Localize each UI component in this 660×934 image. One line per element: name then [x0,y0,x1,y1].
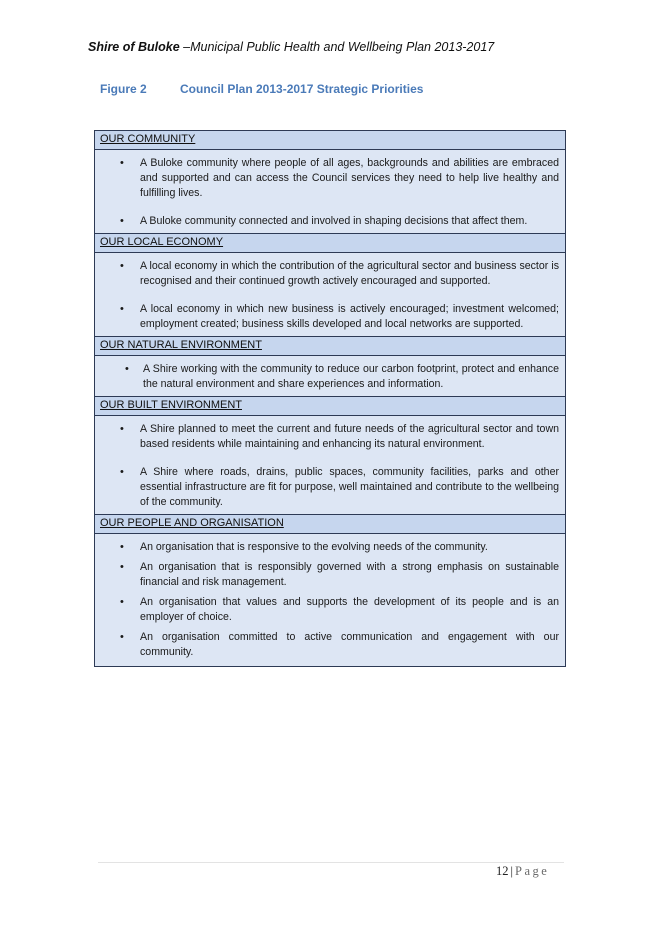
section-built-environment [95,396,565,514]
section-heading: OUR PEOPLE AND ORGANISATION [95,514,565,534]
footer-divider [98,862,564,863]
section-community [95,131,565,233]
figure-label: Figure 2 [100,82,147,96]
strategic-priorities-table [94,130,566,667]
priority-item: • A Buloke community connected and involved in shaping decisions that affect them. [95,214,559,229]
page-separator: | [510,864,514,878]
priority-item: • A Shire planned to meet the current and future needs of the agricultural sector and town based residents while maintaining and enhancing its natural environment. [95,422,559,452]
priority-list [95,540,559,660]
header-org: Shire of Buloke [88,40,180,54]
section-local-economy [95,233,565,336]
priority-list [95,156,559,229]
priority-item: • An organisation committed to active communication and engagement with our community. [95,630,559,660]
section-natural-environment [95,336,565,396]
section-heading: OUR NATURAL ENVIRONMENT [95,336,565,356]
page-footer [496,864,549,879]
priority-item: • An organisation that is responsibly governed with a strong emphasis on sustainable financial and risk management. [95,560,559,590]
priority-item: • A Shire where roads, drains, public spaces, community facilities, parks and other essential infrastructure are fit for purpose, well maintained and contribute to the wellbeing of the community. [95,465,559,510]
priority-list [95,362,559,392]
section-heading: OUR COMMUNITY [95,131,565,150]
priority-item: • A local economy in which the contribution of the agricultural sector and business sector is recognised and their continued growth actively encouraged and supported. [95,259,559,289]
figure-caption [100,82,423,96]
priority-list [95,259,559,332]
priority-list [95,422,559,510]
section-heading: OUR BUILT ENVIRONMENT [95,396,565,416]
priority-item: • A local economy in which new business is actively encouraged; investment welcomed; employment created; business skills developed and local networks are supported. [95,302,559,332]
priority-item: • A Buloke community where people of all ages, backgrounds and abilities are embraced and supported and can access the Council services they need to help live healthy and fulfilling lives. [95,156,559,201]
section-people-organisation [95,514,565,666]
priority-item: • An organisation that values and supports the development of its people and is an employer of choice. [95,595,559,625]
priority-item: • A Shire working with the community to reduce our carbon footprint, protect and enhance the natural environment and share experiences and information. [95,362,559,392]
section-heading: OUR LOCAL ECONOMY [95,233,565,253]
figure-title: Council Plan 2013-2017 Strategic Priorities [180,82,424,96]
document-header [88,40,588,54]
page-number: 12 [496,864,509,878]
page-word: Page [515,864,550,878]
header-title: –Municipal Public Health and Wellbeing Plan 2013-2017 [179,40,495,54]
priority-item: • An organisation that is responsive to the evolving needs of the community. [95,540,559,555]
